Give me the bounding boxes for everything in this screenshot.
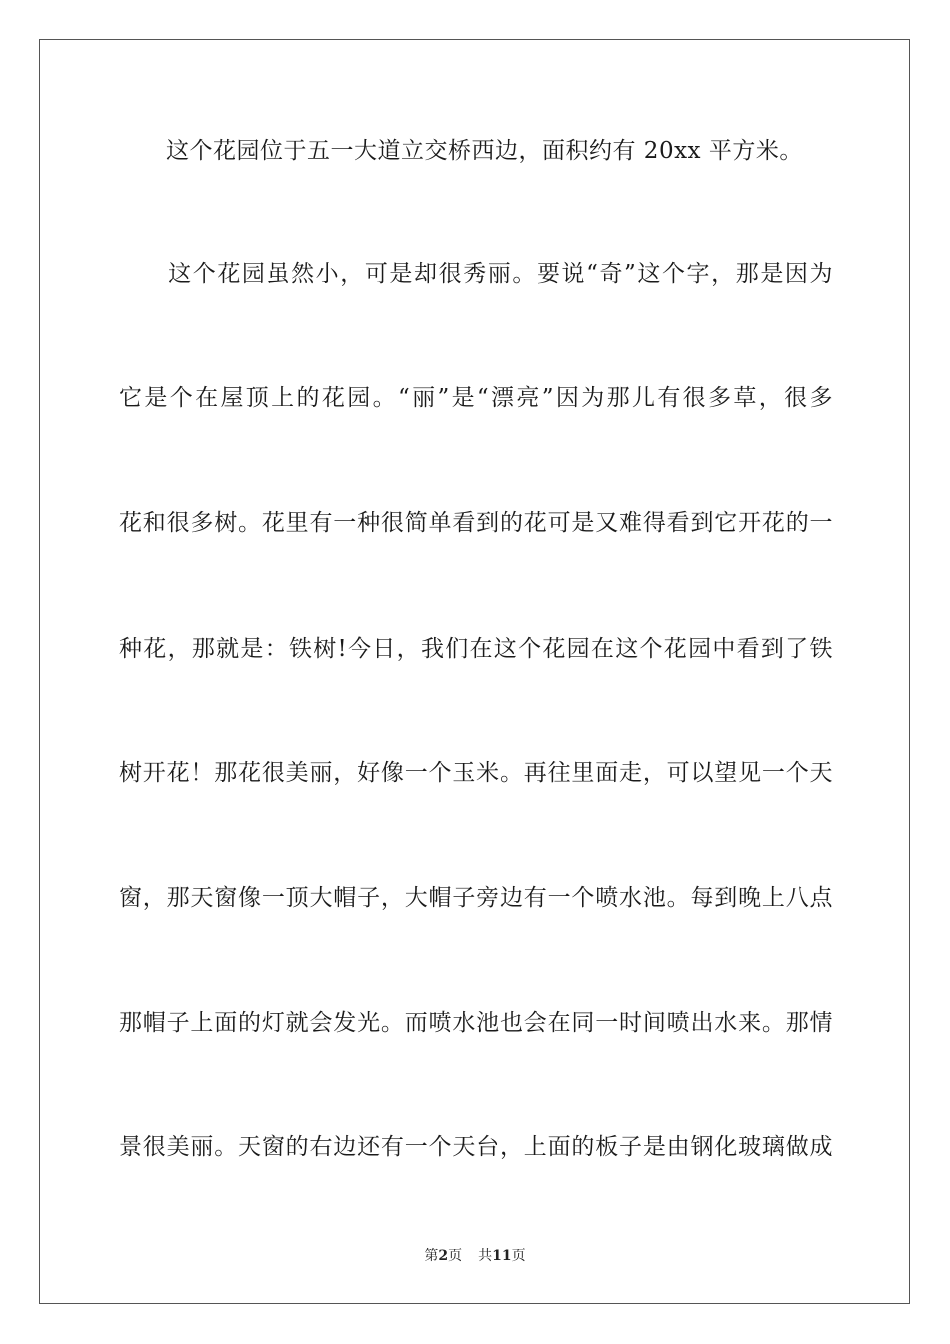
total-label-prefix: 共 [478, 1248, 493, 1264]
paragraph-2-line-7: 那帽子上面的灯就会发光。而喷水池也会在同一时间喷出水来。那情 [119, 1010, 833, 1036]
page-border [39, 39, 910, 1304]
total-label-suffix: 页 [511, 1248, 526, 1264]
paragraph-2-line-1: 这个花园虽然小，可是却很秀丽。要说“奇”这个字，那是因为 [119, 261, 833, 287]
total-pages: 11 [492, 1248, 512, 1264]
page-label-prefix: 第 [424, 1248, 439, 1264]
paragraph-1-line-1: 这个花园位于五一大道立交桥西边，面积约有 20xx 平方米。 [119, 138, 803, 164]
paragraph-2-line-8: 景很美丽。天窗的右边还有一个天台，上面的板子是由钢化玻璃做成 [119, 1134, 833, 1160]
page-footer [0, 1246, 950, 1266]
paragraph-2-line-6: 窗，那天窗像一顶大帽子，大帽子旁边有一个喷水池。每到晚上八点 [119, 885, 833, 911]
paragraph-2-line-3: 花和很多树。花里有一种很简单看到的花可是又难得看到它开花的一 [119, 510, 833, 536]
page-number: 2 [438, 1248, 449, 1264]
paragraph-2-line-2: 它是个在屋顶上的花园。“丽”是“漂亮”因为那儿有很多草，很多 [119, 385, 833, 411]
paragraph-2-line-4: 种花，那就是：铁树!今日，我们在这个花园在这个花园中看到了铁 [119, 636, 833, 662]
paragraph-2-line-5: 树开花！那花很美丽，好像一个玉米。再往里面走，可以望见一个天 [119, 760, 833, 786]
page-label-suffix: 页 [448, 1248, 463, 1264]
